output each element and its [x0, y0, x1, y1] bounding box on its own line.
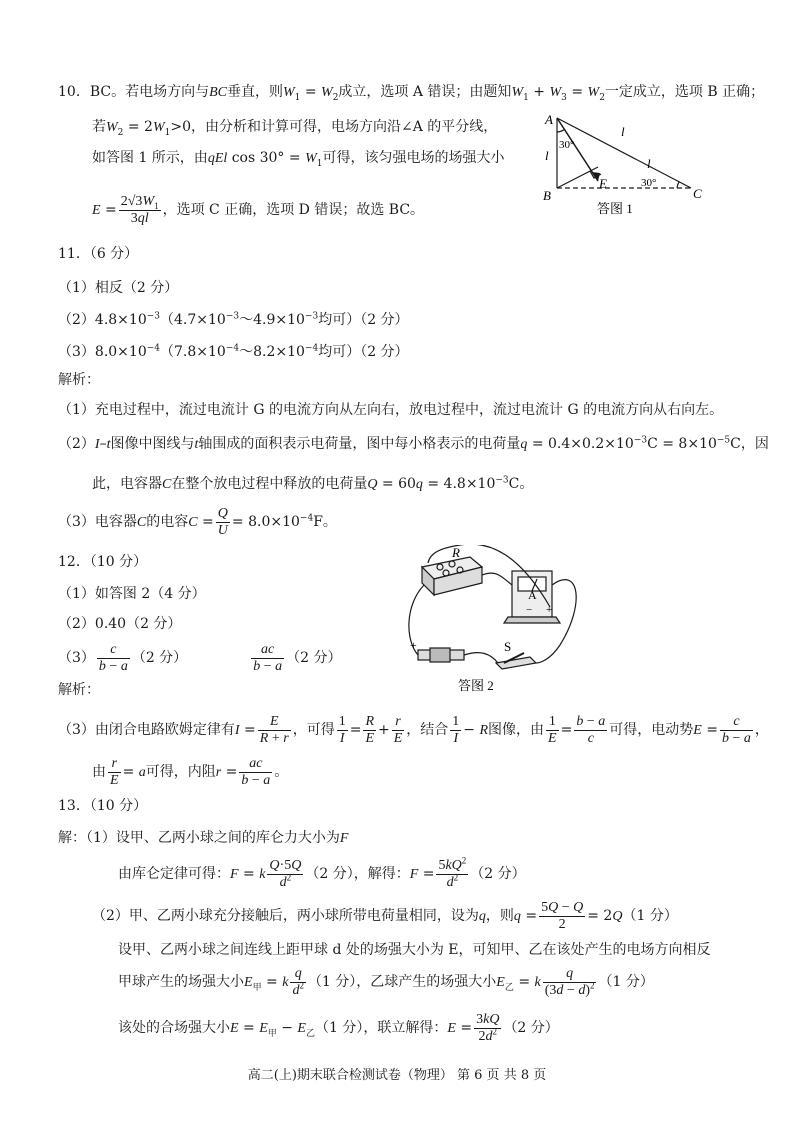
- angle-arc-a: [557, 129, 565, 132]
- figure-2-caption: 答图 2: [458, 678, 494, 693]
- q11-answer-3: $(3)8.0\times 10^{-4}(7.8\times 10^{-4}\sim 8.2\times 10^{-4}$均可）（2 分）: [58, 343, 409, 360]
- q12-answer-3: （3） $\frac{c}{b - a}$ （2 分） $\frac{ac}{b - a}$ （2 分）: [58, 641, 342, 674]
- q11-analysis-2: （2）I–t图像中图线与t轴围成的面积表示电荷量，图中每小格表示的电荷量$q = 0.4\times 0.2\times 10^{-3}C = 8\times 10^{-5}C$，因: [58, 435, 769, 452]
- q11-answer-2: $(2)4.8\times 10^{-3}(4.7\times 10^{-3}\sim 4.9\times 10^{-3}$均可）（2 分）: [58, 311, 409, 328]
- q11-answer-1: （1）相反（2 分）: [58, 280, 179, 296]
- q10-line2: 若$W_2 = 2W_1>0$，由分析和计算可得，电场方向沿∠A 的平分线，: [92, 119, 498, 138]
- q11-analysis-1: （1）充电过程中，流过电流计 G 的电流方向从左向右，放电过程中，流过电流计 G 的电流方向从右向左。: [58, 402, 724, 418]
- switch-label: S: [504, 639, 512, 654]
- switch: [496, 657, 536, 669]
- side-ab-label: l: [545, 148, 549, 163]
- q10-line1: 10．BC。若电场方向与BC垂直，则$W_1 = W_2$成立，选项 A 错误；由题知$W_1 + W_3 = W_2$一定成立，选项 B 正确；: [58, 84, 765, 103]
- ammeter-label: A: [528, 588, 537, 602]
- q13-step-2: 由库仑定律可得：F = k $\frac{Q\cdot 5Q}{d^2}$ （2 分），解得：F = $\frac{5kQ^2}{d^2}$ （2 分）: [118, 854, 526, 890]
- q12-analysis-1: （3）由闭合电路欧姆定律有I = $\frac{E}{R + r}$ ，可得 $\frac{1}{I}$ = $\frac{R}{E}$ + $\frac{r}{E}$ ，结合 $\frac{1}{I}$ − R图像，由 $\frac{1}{E}$ = $\frac{b - a}{c}$ 可得，电动势E = $\frac{c}{b - a}$ ，: [58, 713, 769, 746]
- resistor-label: R: [452, 545, 460, 560]
- angle-arc-c: [677, 182, 679, 188]
- frac-E: $\frac{2√3W_1}{3ql}$: [120, 193, 159, 226]
- ammeter-minus-label: −: [526, 604, 533, 616]
- angle-c-label: 30°: [641, 177, 657, 189]
- page-footer: 高二(上)期末联合检测试卷（物理） 第 6 页 共 8 页: [247, 1068, 547, 1083]
- q12-analysis-label: 解析：: [58, 682, 100, 698]
- q13-step-3: （2）甲、乙两小球充分接触后，两小球所带电荷量相同，设为q，则q = $\frac{5Q - Q}{2}$ = 2Q（1 分）: [92, 899, 678, 932]
- figure-2: [400, 545, 590, 695]
- perpendicular-line: [557, 167, 598, 188]
- wire: [482, 573, 512, 585]
- vertex-a-label: A: [545, 112, 553, 127]
- q13-step-4: 设甲、乙两小球之间连线上距甲球 d 处的场强大小为 E，可知甲、乙在该处产生的电场方向相反: [118, 942, 711, 958]
- battery-plus-label: +: [410, 638, 417, 652]
- q12-analysis-2: 由 $\frac{r}{E}$ = a可得，内阻r = $\frac{ac}{b - a}$ 。: [92, 755, 289, 788]
- side-ac-upper-label: l: [621, 124, 625, 139]
- q10-line3: 如答图 1 所示，由qEl $\cos 30^\circ = W_1$可得，该匀强电场的场强大小: [92, 150, 505, 169]
- q13-step-6: 该处的合场强大小$E = E_甲 - E_乙(1$ 分），联立解得：E = $\frac{3kQ}{2d^2}$ （2 分）: [118, 1011, 559, 1044]
- q11-heading: 11．（6 分）: [58, 246, 139, 262]
- q13-heading: 13．（10 分）: [58, 798, 148, 814]
- vertex-c-label: C: [693, 186, 702, 201]
- wire: [464, 653, 498, 663]
- q10-line4: E = $\frac{2√3W_1}{3ql}$ ，选项 C 正确，选项 D 错误；故选 BC。: [92, 193, 425, 226]
- q12-answer-2: （2）0.40（2 分）: [58, 616, 182, 632]
- point-e-label: E: [599, 176, 607, 191]
- q12-answer-1: （1）如答图 2（4 分）: [58, 586, 206, 602]
- figure-1-caption: 答图 1: [597, 201, 633, 216]
- q11-analysis-4: （3）电容器C的电容C = $\frac{Q}{U}$ = $8.0\times 10^{-4}F$。: [58, 505, 337, 538]
- ammeter-plus-label: +: [546, 604, 553, 616]
- side-ac-lower-label: l: [647, 156, 651, 171]
- q13-step-1: 解：（1）设甲、乙两小球之间的库仑力大小为F: [58, 830, 349, 846]
- angle-a-label: 30°: [559, 139, 575, 151]
- figure-1: [535, 110, 710, 220]
- q12-heading: 12．（10 分）: [58, 554, 148, 570]
- q11-analysis-3: 此，电容器C在整个放电过程中释放的电荷量$Q = 60q = 4.8\times 10^{-3}C$。: [92, 475, 534, 492]
- q11-analysis-label: 解析：: [58, 372, 100, 388]
- q13-step-5: 甲球产生的场强大小$E_甲 = k$ $\frac{q}{d^2}$ （1 分），乙球产生的场强大小$E_乙 = k$ $\frac{q}{(3d - d)^2}$ （1 分）: [118, 965, 654, 998]
- vertex-b-label: B: [543, 188, 551, 203]
